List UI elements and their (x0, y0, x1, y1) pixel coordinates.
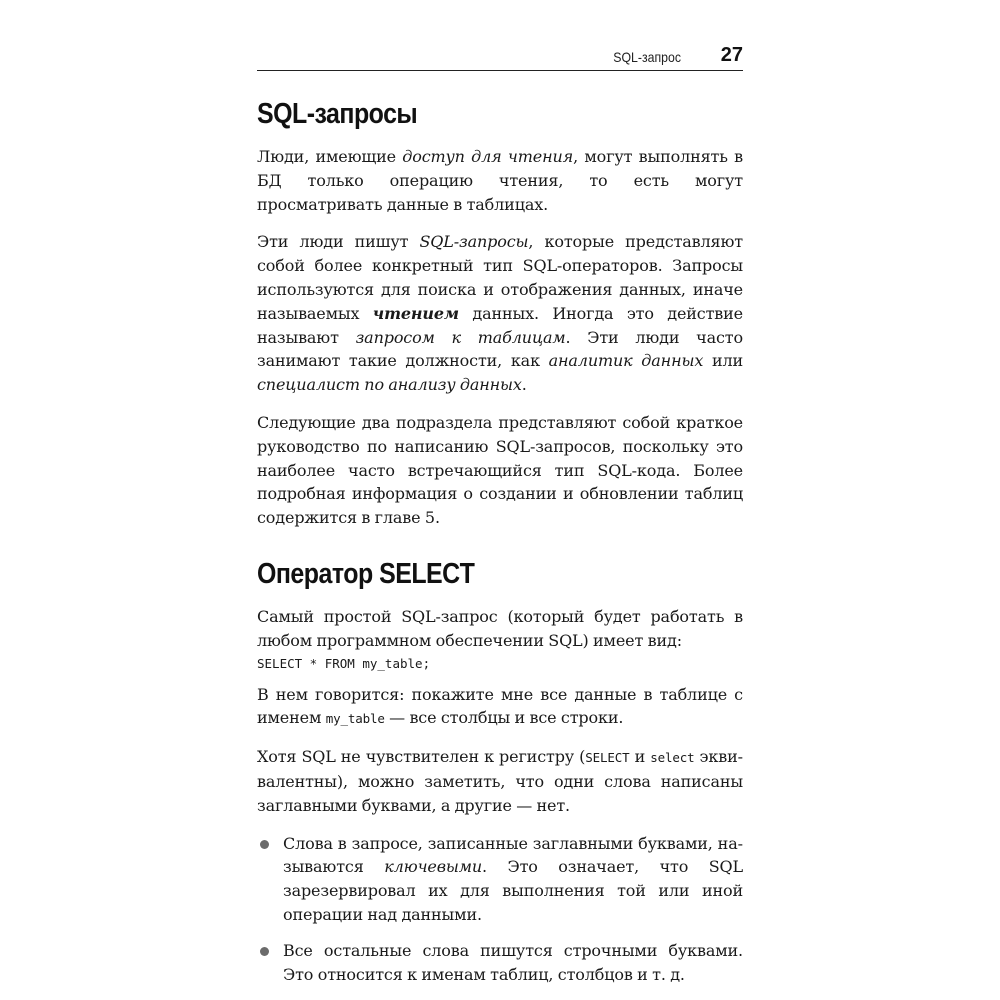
bullet-list (257, 832, 743, 987)
section-heading-sql-queries: SQL-запросы (257, 98, 418, 130)
bullet-icon (260, 840, 269, 849)
code-inline-select-upper: SELECT (585, 750, 630, 766)
list-item: Слова в запросе, записанные заглавными буквами, называются ключевыми. Это означает, что SQL зарезервировал их для выполнения той или иной операции над данными. (257, 832, 743, 927)
paragraph-sql-queries: Эти люди пишут SQL-запросы, которые представляют собой более конкретный тип SQL-операторов. Запросы используются для поиска и отображения данных, иначе называемых чтением данных. Иногда это действие называют запросом к таблицам. Эти люди часто занимают такие должности, как аналитик данных или специалист по анализу данных. (257, 232, 743, 395)
term-table-query: запросом к таблицам (355, 327, 566, 347)
term-read-access: доступ для чтения (402, 147, 574, 166)
page-content (257, 92, 743, 998)
paragraph-subsections-intro: Следующие два подраздела представляют собой краткое руководство по написанию SQL-запросов, поскольку это наиболее часто встречающийся тип SQL-кода. Более подробная информация о создании и обновлении таблиц содержится в главе 5. (257, 412, 743, 528)
running-head-title: SQL-запрос (613, 49, 681, 65)
list-item: Все остальные слова пишутся строчными буквами. Это относится к именам таблиц, столбцов и т. д. (257, 939, 743, 987)
term-data-analyst: аналитик данных (548, 351, 704, 371)
code-example: SELECT * FROM my_table; (257, 655, 431, 671)
paragraph-query-meaning: В нем говорится: покажите мне все данные в таблице с именем my_table — все столбцы и все строки. (257, 684, 743, 728)
paragraph-case-insensitive: Хотя SQL не чувствителен к регистру (SELECT и select эквивалентны), можно заметить, что одни слова написаны заглавными буквами, а другие — нет. (257, 747, 743, 815)
code-inline-my-table: my_table (325, 711, 385, 727)
page-number: 27 (720, 44, 743, 66)
bullet-icon (260, 947, 269, 956)
running-head (257, 44, 743, 71)
term-keywords: ключевыми (384, 857, 483, 877)
paragraph-simplest-query: Самый простой SQL-запрос (который будет работать в любом программном обеспечении SQL) имеет вид: (257, 606, 743, 650)
term-sql-queries: SQL-запросы (419, 232, 529, 252)
term-data-scientist: специалист по анализу данных (257, 375, 522, 395)
section-heading-select: Оператор SELECT (257, 557, 475, 590)
term-reading: чтением (372, 303, 459, 323)
code-inline-select-lower: select (650, 750, 695, 766)
paragraph-read-access: Люди, имеющие доступ для чтения, могут выполнять в БД только операцию чтения, то есть могут просматривать данные в таблицах. (257, 147, 743, 214)
